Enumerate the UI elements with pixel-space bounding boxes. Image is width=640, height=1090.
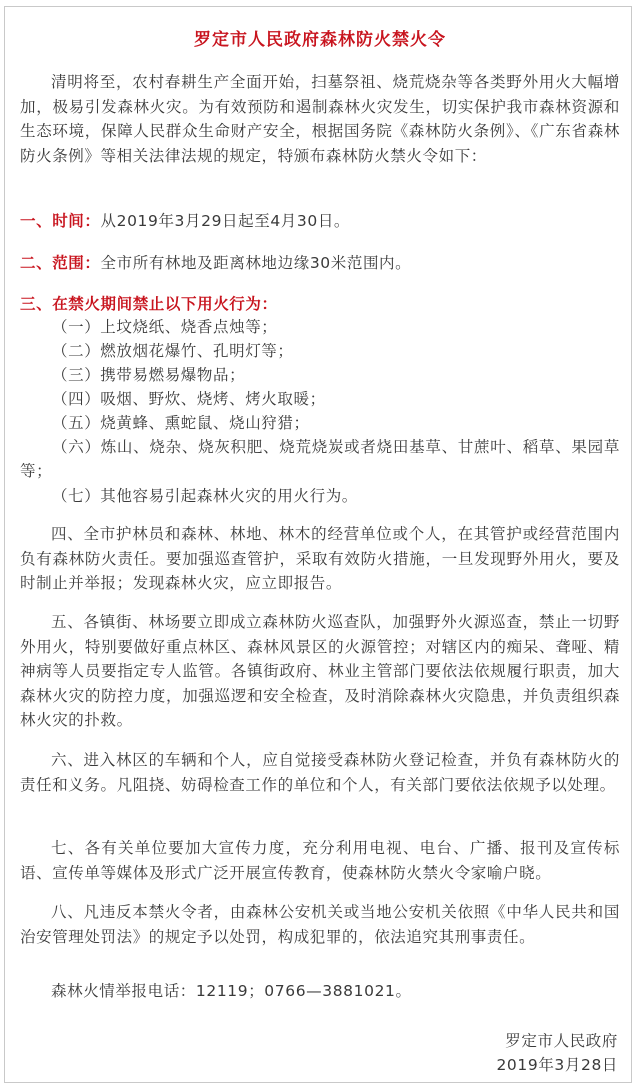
intro-paragraph: 清明将至，农村春耕生产全面开始，扫墓祭祖、烧荒烧杂等各类野外用火大幅增加，极易引发森林火灾。为有效预防和遏制森林火灾发生，切实保护我市森林资源和生态环境，保障人民群众生命财产安全，根据国务院《森林防火条例》、《广东省森林防火条例》等相关法律法规的规定，特颁布森林防火禁火令如下： [20, 73, 620, 165]
section-six: 六、进入林区的车辆和个人，应自觉接受森林防火登记检查，并负有森林防火的责任和义务。凡阻挠、妨碍检查工作的单位和个人，有关部门要依法依规予以处理。 [20, 751, 620, 794]
ban-item: （二）燃放烟花爆竹、孔明灯等； [52, 342, 294, 360]
section-eight: 八、凡违反本禁火令者，由森林公安机关或当地公安机关依照《中华人民共和国治安管理处罚法》的规定予以处罚，构成犯罪的，依法追究其刑事责任。 [20, 903, 620, 946]
signature-date: 2019年3月28日 [496, 1056, 618, 1074]
section-time [20, 209, 620, 233]
signature-org: 罗定市人民政府 [505, 1032, 618, 1050]
ban-item: （六）炼山、烧杂、烧灰积肥、烧荒烧炭或者烧田基草、甘蔗叶、稻草、果园草等； [20, 438, 620, 480]
section-time-text: 从2019年3月29日起至4月30日。 [100, 212, 351, 230]
ban-item: （四）吸烟、野炊、烧烤、烤火取暖； [52, 390, 326, 408]
section-time-heading: 一、时间： [20, 212, 101, 230]
section-scope [20, 251, 620, 275]
ban-item: （三）携带易燃易爆物品； [52, 366, 246, 384]
fire-hotline: 森林火情举报电话：12119；0766—3881021。 [51, 982, 412, 1000]
section-five: 五、各镇街、林场要立即成立森林防火巡查队，加强野外火源巡查，禁止一切野外用火，特别要做好重点林区、森林风景区的火源管控；对辖区内的痴呆、聋哑、精神病等人员要指定专人监管。各镇街政府、林业主管部门要依法依规履行职责，加大森林火灾的防控力度，加强巡逻和安全检查，及时消除森林火灾隐患，并负责组织森林火灾的扑救。 [20, 613, 620, 729]
ban-item: （七）其他容易引起森林火灾的用火行为。 [52, 487, 358, 505]
ban-item: （一）上坟烧纸、烧香点烛等； [52, 318, 278, 336]
section-ban [20, 292, 620, 316]
ban-item: （五）烧黄蜂、熏蛇鼠、烧山狩猎； [52, 414, 310, 432]
section-seven: 七、各有关单位要加大宣传力度，充分利用电视、电台、广播、报刊及宣传标语、宣传单等媒体及形式广泛开展宣传教育，使森林防火禁火令家喻户晓。 [20, 839, 620, 882]
section-ban-heading: 三、在禁火期间禁止以下用火行为： [20, 295, 278, 313]
section-scope-heading: 二、范围： [20, 254, 101, 272]
page-title: 罗定市人民政府森林防火禁火令 [194, 30, 446, 50]
section-four: 四、全市护林员和森林、林地、林木的经营单位或个人，在其管护或经营范围内负有森林防火责任。要加强巡查管护，采取有效防火措施，一旦发现野外用火，要及时制止并举报；发现森林火灾，应立即报告。 [20, 525, 620, 592]
section-scope-text: 全市所有林地及距离林地边缘30米范围内。 [100, 254, 412, 272]
